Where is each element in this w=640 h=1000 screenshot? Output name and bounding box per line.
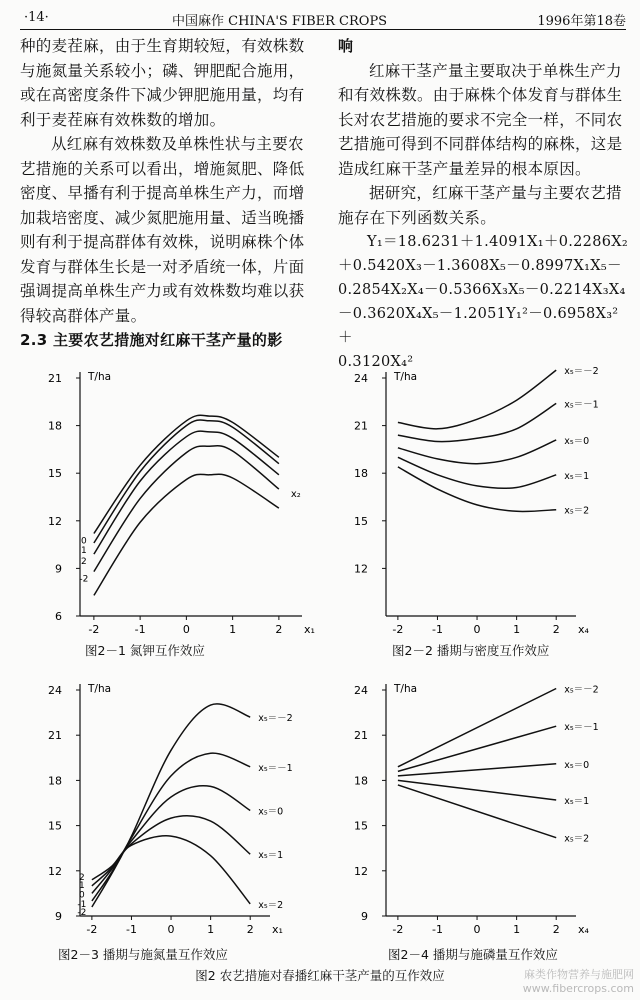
y-tick-label: 24 xyxy=(354,684,368,697)
series-line xyxy=(92,704,250,907)
chart-sowing-phosphorus xyxy=(336,670,636,940)
series-start-label: 2 xyxy=(81,557,87,568)
x-tick-label: -1 xyxy=(431,923,443,936)
x-tick-label: 1 xyxy=(229,623,237,636)
x-tick-label: -1 xyxy=(125,923,137,936)
y-tick-label: 24 xyxy=(48,684,62,697)
series-label: x₅＝1 xyxy=(564,795,590,807)
watermark xyxy=(523,968,634,996)
series-label: x₅＝－1 xyxy=(564,399,599,411)
x-tick-label: 0 xyxy=(167,923,175,936)
y-tick-label: 18 xyxy=(354,467,368,481)
y-tick-label: 15 xyxy=(48,819,62,833)
x-tick-label: 1 xyxy=(513,623,521,636)
y-tick-label: 12 xyxy=(48,864,62,878)
y-unit-label: T/ha xyxy=(88,683,112,695)
chart-sowing-density xyxy=(336,358,636,640)
caption-fig2-1: 图2－1 氮钾互作效应 xyxy=(85,643,205,658)
series-line xyxy=(398,689,556,767)
series-label: x₅＝－2 xyxy=(564,366,599,378)
series-start-label: 2 xyxy=(79,872,85,883)
series-start-label: 1 xyxy=(79,880,85,891)
series-label: x₅＝－1 xyxy=(258,762,293,774)
x-axis-label: x₁ xyxy=(304,623,315,636)
x-tick-label: 2 xyxy=(246,923,254,936)
x-tick-label: -2 xyxy=(88,623,100,636)
journal-title: 中国麻作 CHINA'S FIBER CROPS xyxy=(172,14,388,29)
series-line xyxy=(92,753,250,901)
section-heading-continued: 响 xyxy=(338,37,354,55)
series-start-label: 0 xyxy=(79,890,85,901)
series-start-label: -2 xyxy=(79,574,89,585)
right-text-column xyxy=(338,34,630,374)
series-line xyxy=(94,431,279,554)
watermark-site-name: 麻类作物营养与施肥网 xyxy=(524,968,634,981)
y-tick-label: 21 xyxy=(354,419,368,433)
x-axis-label: x₄ xyxy=(578,923,589,936)
series-label: x₅＝0 xyxy=(564,435,590,447)
y-tick-label: 21 xyxy=(354,729,368,743)
x-tick-label: 0 xyxy=(473,623,481,636)
x-tick-label: 0 xyxy=(473,923,481,936)
page-number: ·14· xyxy=(24,10,49,25)
series-line xyxy=(398,457,556,488)
series-label: x₅＝2 xyxy=(258,899,284,911)
series-line xyxy=(398,780,556,800)
y-tick-label: 9 xyxy=(55,562,62,576)
right-paragraph-1: 红麻干茎产量主要取决于单株生产力和有效株数。由于麻株个体发育与群体生长对农艺措施的要求不完全一样，不同农艺措施可得到不同群体结构的麻株，这是造成红麻干茎产量差异的根本原因。 xyxy=(338,61,623,178)
running-header xyxy=(20,8,626,30)
series-label: x₅＝－2 xyxy=(258,713,293,725)
series-label: x₅＝0 xyxy=(564,759,590,771)
x-axis-label: x₄ xyxy=(578,623,589,636)
series-line xyxy=(94,474,279,595)
y-unit-label: T/ha xyxy=(88,371,112,383)
caption-fig2-3: 图2－3 播期与施氮量互作效应 xyxy=(58,947,228,962)
series-line xyxy=(398,785,556,838)
series-label: x₅＝1 xyxy=(564,470,590,482)
watermark-url: www.fibercrops.com xyxy=(522,982,634,995)
x-tick-label: -1 xyxy=(431,623,443,636)
series-line xyxy=(398,726,556,771)
x-tick-label: -1 xyxy=(134,623,146,636)
figure-main-caption: 图2 农艺措施对春播红麻干茎产量的互作效应 xyxy=(195,968,445,983)
y-tick-label: 18 xyxy=(354,774,368,788)
y-tick-label: 12 xyxy=(48,514,62,528)
curve-group-label: x₂ xyxy=(290,488,301,500)
y-tick-label: 6 xyxy=(55,610,62,623)
y-tick-label: 15 xyxy=(354,514,368,528)
x-tick-label: 2 xyxy=(552,923,560,936)
y-tick-label: 15 xyxy=(48,467,62,481)
series-start-label: -2 xyxy=(77,907,87,918)
series-label: x₅＝2 xyxy=(564,505,590,517)
x-tick-label: 2 xyxy=(275,623,283,636)
series-line xyxy=(92,816,250,886)
left-paragraph-1: 种的麦茬麻，由于生育期较短，有效株数与施氮量关系较小；磷、钾肥配合施用，或在高密度条件下减少钾肥施用量，均有利于麦茬麻有效株数的增加。 xyxy=(20,37,305,129)
series-line xyxy=(398,440,556,464)
series-label: x₅＝－2 xyxy=(564,684,599,696)
caption-fig2-4: 图2－4 播期与施磷量互作效应 xyxy=(388,947,558,962)
left-text-column xyxy=(20,34,310,353)
y-tick-label: 21 xyxy=(48,729,62,743)
y-tick-label: 15 xyxy=(354,819,368,833)
series-start-label: -1 xyxy=(77,899,87,910)
series-line xyxy=(398,403,556,441)
x-tick-label: 0 xyxy=(182,623,190,636)
x-tick-label: 1 xyxy=(513,923,521,936)
y-tick-label: 9 xyxy=(55,910,62,923)
x-tick-label: -2 xyxy=(86,923,98,936)
x-tick-label: -2 xyxy=(392,623,404,636)
series-start-label: 1 xyxy=(81,546,87,557)
y-unit-label: T/ha xyxy=(394,371,418,383)
left-paragraph-2: 从红麻有效株数及单株性状与主要农艺措施的关系可以看出，增施氮肥、降低密度、早播有利于提高单株生产力，而增加栽培密度、减少氮肥施用量、适当晚播则有利于提高群体有效株，说明麻株个体发育与群体生长是一对矛盾统一体，片面强调提高单株生产力或有效株数均难以获得较高群体产量。 xyxy=(20,135,305,325)
series-line xyxy=(398,764,556,776)
series-start-label: 0 xyxy=(81,536,87,547)
equation-line: ＋0.5420X₃－1.3608X₅－0.8997X₁X₅－ xyxy=(338,258,622,274)
issue-info: 1996年第18卷 xyxy=(537,14,626,29)
y-tick-label: 18 xyxy=(48,774,62,788)
equation-line: 0.3120X₄² xyxy=(338,354,414,370)
chart-sowing-nitrogen xyxy=(30,670,330,940)
x-tick-label: 2 xyxy=(552,623,560,636)
series-line xyxy=(398,467,556,512)
caption-fig2-2: 图2－2 播期与密度互作效应 xyxy=(392,643,550,658)
series-label: x₅＝1 xyxy=(258,850,284,862)
y-tick-label: 9 xyxy=(361,910,368,923)
y-tick-label: 12 xyxy=(354,864,368,878)
y-tick-label: 21 xyxy=(48,372,62,385)
series-line xyxy=(92,836,250,904)
series-label: x₅＝－1 xyxy=(564,722,599,734)
regression-equation xyxy=(338,230,630,374)
y-tick-label: 12 xyxy=(354,562,368,576)
y-tick-label: 18 xyxy=(48,419,62,433)
equation-line: 0.2854X₂X₄－0.5366X₃X₅－0.2214X₃X₄ xyxy=(338,282,626,298)
series-line xyxy=(92,786,250,894)
y-tick-label: 24 xyxy=(354,372,368,385)
chart-nitrogen-potassium xyxy=(30,358,330,640)
series-line xyxy=(94,415,279,533)
equation-line: Y₁＝18.6231＋1.4091X₁＋0.2286X₂ xyxy=(367,234,628,250)
equation-line: －0.3620X₄X₅－1.2051Y₁²－0.6958X₃²＋ xyxy=(338,306,619,346)
section-heading: 2.3 主要农艺措施对红麻干茎产量的影 xyxy=(20,331,283,349)
x-tick-label: 1 xyxy=(207,923,215,936)
x-tick-label: -2 xyxy=(392,923,404,936)
right-paragraph-2: 据研究，红麻干茎产量与主要农艺措施存在下列函数关系。 xyxy=(338,184,622,227)
series-label: x₅＝0 xyxy=(258,806,284,818)
y-unit-label: T/ha xyxy=(394,683,418,695)
series-label: x₅＝2 xyxy=(564,833,590,845)
x-axis-label: x₁ xyxy=(272,923,283,936)
